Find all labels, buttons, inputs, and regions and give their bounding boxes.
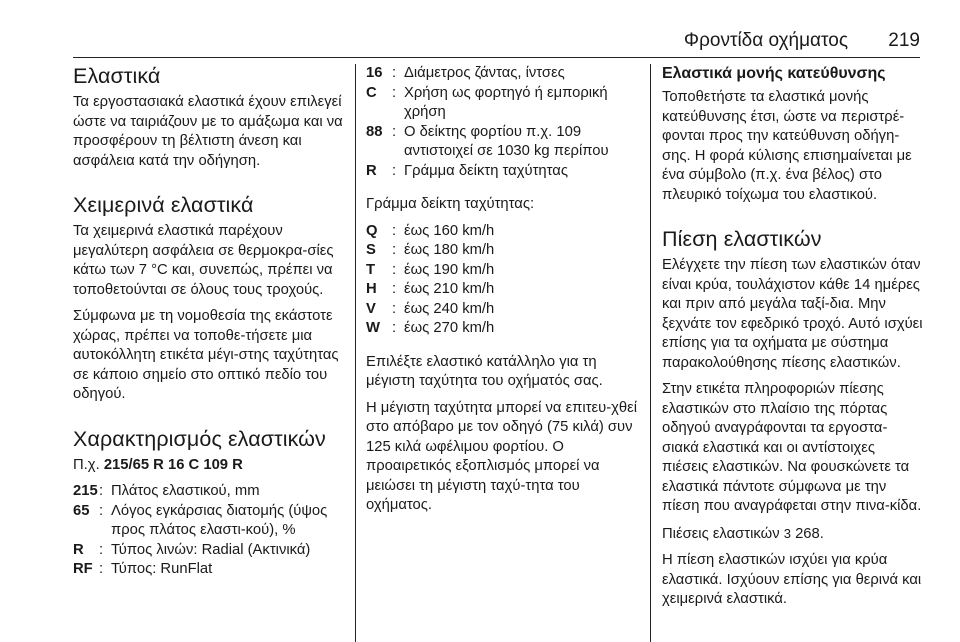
definition-value: Γράμμα δείκτη ταχύτητας: [404, 162, 568, 179]
speed-value: έως 160 km/h: [404, 222, 495, 239]
column-divider-right: [650, 64, 651, 642]
speed-index-list: [366, 222, 644, 339]
definition-value: Τύπος: RunFlat: [111, 561, 213, 577]
header-rule: [73, 57, 920, 58]
column-2: [366, 64, 644, 642]
reference-text: Πιέσεις ελαστικών: [662, 525, 780, 542]
definition-row: RF : Τύπος: RunFlat: [73, 560, 351, 580]
definition-row: C : Χρήση ως φορτηγό ή εμπορική χρήση: [366, 84, 644, 123]
designation-example: [73, 456, 351, 476]
speed-value: έως 240 km/h: [404, 300, 495, 317]
section-title-tyre-pressure: Πίεση ελαστικών: [662, 227, 822, 251]
winter-paragraph-1: Τα χειμερινά ελαστικά παρέχουν μεγαλύτερη ασφάλεια σε θερμοκρα-σίες κάτω των 7 °C και, συνεπώς, πρέπει να τοποθετούνται σε όλους τους τροχούς.: [73, 223, 334, 298]
pressure-paragraph-3: Η πίεση ελαστικών ισχύει για κρύα ελαστικά. Ισχύουν επίσης για θερινά και χειμερινά ελαστικά.: [662, 552, 922, 607]
definition-value: Ο δείκτης φορτίου π.χ. 109 αντιστοιχεί σε 1030 kg περίπου: [404, 123, 609, 159]
definition-key: C: [366, 84, 377, 101]
speed-key: W: [366, 320, 380, 336]
definition-row: 16 : Διάμετρος ζάντας, ίντσες: [366, 64, 644, 84]
speed-value: έως 270 km/h: [404, 320, 495, 336]
column-divider-left: [355, 64, 356, 642]
definition-key: 65: [73, 502, 90, 519]
directional-paragraph: Τοποθετήστε τα ελαστικά μονής κατεύθυνσης έτσι, ώστε να περιστρέ-φονται προς την κατεύθυνση οδήγη-σης. Η φορά κύλισης επισημαίνεται με ένα σύμβολο (π.χ. ένα βέλος) στο πλευρικό τοίχωμα του ελαστικού.: [662, 89, 912, 203]
column-1: [73, 64, 351, 642]
speed-key: T: [366, 261, 376, 278]
running-header-title: Φροντίδα οχήματος: [683, 30, 848, 51]
speed-index-intro: Γράμμα δείκτη ταχύτητας:: [366, 196, 535, 212]
definition-value: Λόγος εγκάρσιας διατομής (ύψος προς πλάτος ελαστι-κού), %: [111, 502, 328, 538]
speed-row: W : έως 270 km/h: [366, 319, 644, 339]
speed-value: έως 210 km/h: [404, 281, 495, 297]
definition-value: Διάμετρος ζάντας, ίντσες: [404, 65, 565, 81]
definition-key: 88: [366, 123, 383, 140]
definition-key: R: [73, 541, 84, 558]
definition-row: 65 : Λόγος εγκάρσιας διατομής (ύψος προς πλάτος ελαστι-κού), %: [73, 502, 351, 541]
definition-row: R : Τύπος λινών: Radial (Ακτινικά): [73, 541, 351, 561]
speed-key: H: [366, 281, 377, 297]
reference-page: 268.: [795, 525, 824, 542]
speed-paragraph-1: Επιλέξτε ελαστικό κατάλληλο για τη μέγιστη ταχύτητα του οχήματός σας.: [366, 353, 603, 389]
speed-paragraph-2: Η μέγιστη ταχύτητα μπορεί να επιτευ-χθεί στο απόβαρο με τον οδηγό (75 κιλά) συν 125 κιλά ωφέλιμου φορτίου. Ο προαιρετικός εξοπλισμός μπορεί να μειώσει τη μέγιστη ταχύ-τητα του οχήματος.: [366, 399, 638, 513]
speed-value: έως 190 km/h: [404, 261, 495, 278]
definition-key: 16: [366, 65, 383, 81]
speed-value: έως 180 km/h: [404, 242, 495, 258]
winter-paragraph-2: Σύμφωνα με τη νομοθεσία της εκάστοτε χώρας, πρέπει να τοποθε-τήσετε μια αυτοκόλλητη ετικέτα μέγι-στης ταχύτητας σε κάποιο σημείο στο οπτικό πεδίο του οδηγού.: [73, 308, 339, 402]
definition-row: R : Γράμμα δείκτη ταχύτητας: [366, 162, 644, 182]
section-title-winter-tyres: Χειμερινά ελαστικά: [73, 193, 254, 217]
definition-row: 88 : Ο δείκτης φορτίου π.χ. 109 αντιστοιχεί σε 1030 kg περίπου: [366, 123, 644, 162]
definition-value: Πλάτος ελαστικού, mm: [111, 483, 260, 499]
designation-definition-list-continued: [366, 64, 644, 181]
pressure-paragraph-1: Ελέγχετε την πίεση των ελαστικών όταν είναι κρύα, τουλάχιστον κάθε 14 ημέρες και πριν από μεγάλα ταξί-δια. Μην ξεχνάτε τον εφεδρικό τροχό. Αυτό ισχύει επίσης για τα οχήματα με σύστημα παρακολούθησης πίεσης ελαστικών.: [662, 257, 923, 371]
definition-row: 215 : Πλάτος ελαστικού, mm: [73, 482, 351, 502]
section-title-tyres: Ελαστικά: [73, 64, 161, 88]
section-title-tyre-designation: Χαρακτηρισμός ελαστικών: [73, 426, 326, 451]
speed-row: T : έως 190 km/h: [366, 261, 644, 281]
section-title-directional-tyres: Ελαστικά μονής κατεύθυνσης: [662, 65, 886, 82]
designation-definition-list: [73, 482, 351, 580]
speed-key: Q: [366, 222, 378, 239]
definition-key: RF: [73, 561, 93, 577]
column-3: [662, 64, 924, 642]
speed-key: V: [366, 300, 376, 317]
page-number: 219: [888, 30, 920, 51]
definition-value: Χρήση ως φορτηγό ή εμπορική χρήση: [404, 84, 608, 120]
page-reference-icon: 3: [783, 525, 791, 541]
page-header: [0, 0, 960, 58]
definition-key: 215: [73, 483, 98, 499]
speed-row: H : έως 210 km/h: [366, 280, 644, 300]
definition-value: Τύπος λινών: Radial (Ακτινικά): [111, 541, 311, 558]
speed-row: Q : έως 160 km/h: [366, 222, 644, 242]
tyres-paragraph: Τα εργοστασιακά ελαστικά έχουν επιλεγεί ώστε να ταιριάζουν με το αμάξωμα και να προσφέρουν τη βέλτιστη άνεση και ασφάλεια κατά την οδήγηση.: [73, 94, 343, 169]
speed-row: S : έως 180 km/h: [366, 241, 644, 261]
example-code: 215/65 R 16 C 109 R: [103, 456, 243, 473]
pressure-paragraph-2: Στην ετικέτα πληροφοριών πίεσης ελαστικών στο πλαίσιο της πόρτας οδηγού αναγράφονται τα εργοστα-σιακά ελαστικά και οι αντίστοιχες πιέσεις ελαστικών. Να φουσκώνετε τα ελαστικά πάντοτε σύμφωνα με την πίεση που αναγράφεται στην πινα-κίδα.: [662, 381, 922, 514]
example-prefix: Π.χ.: [73, 456, 100, 473]
pressure-cross-reference: [662, 524, 924, 545]
definition-key: R: [366, 162, 377, 179]
speed-row: V : έως 240 km/h: [366, 300, 644, 320]
speed-key: S: [366, 242, 376, 258]
